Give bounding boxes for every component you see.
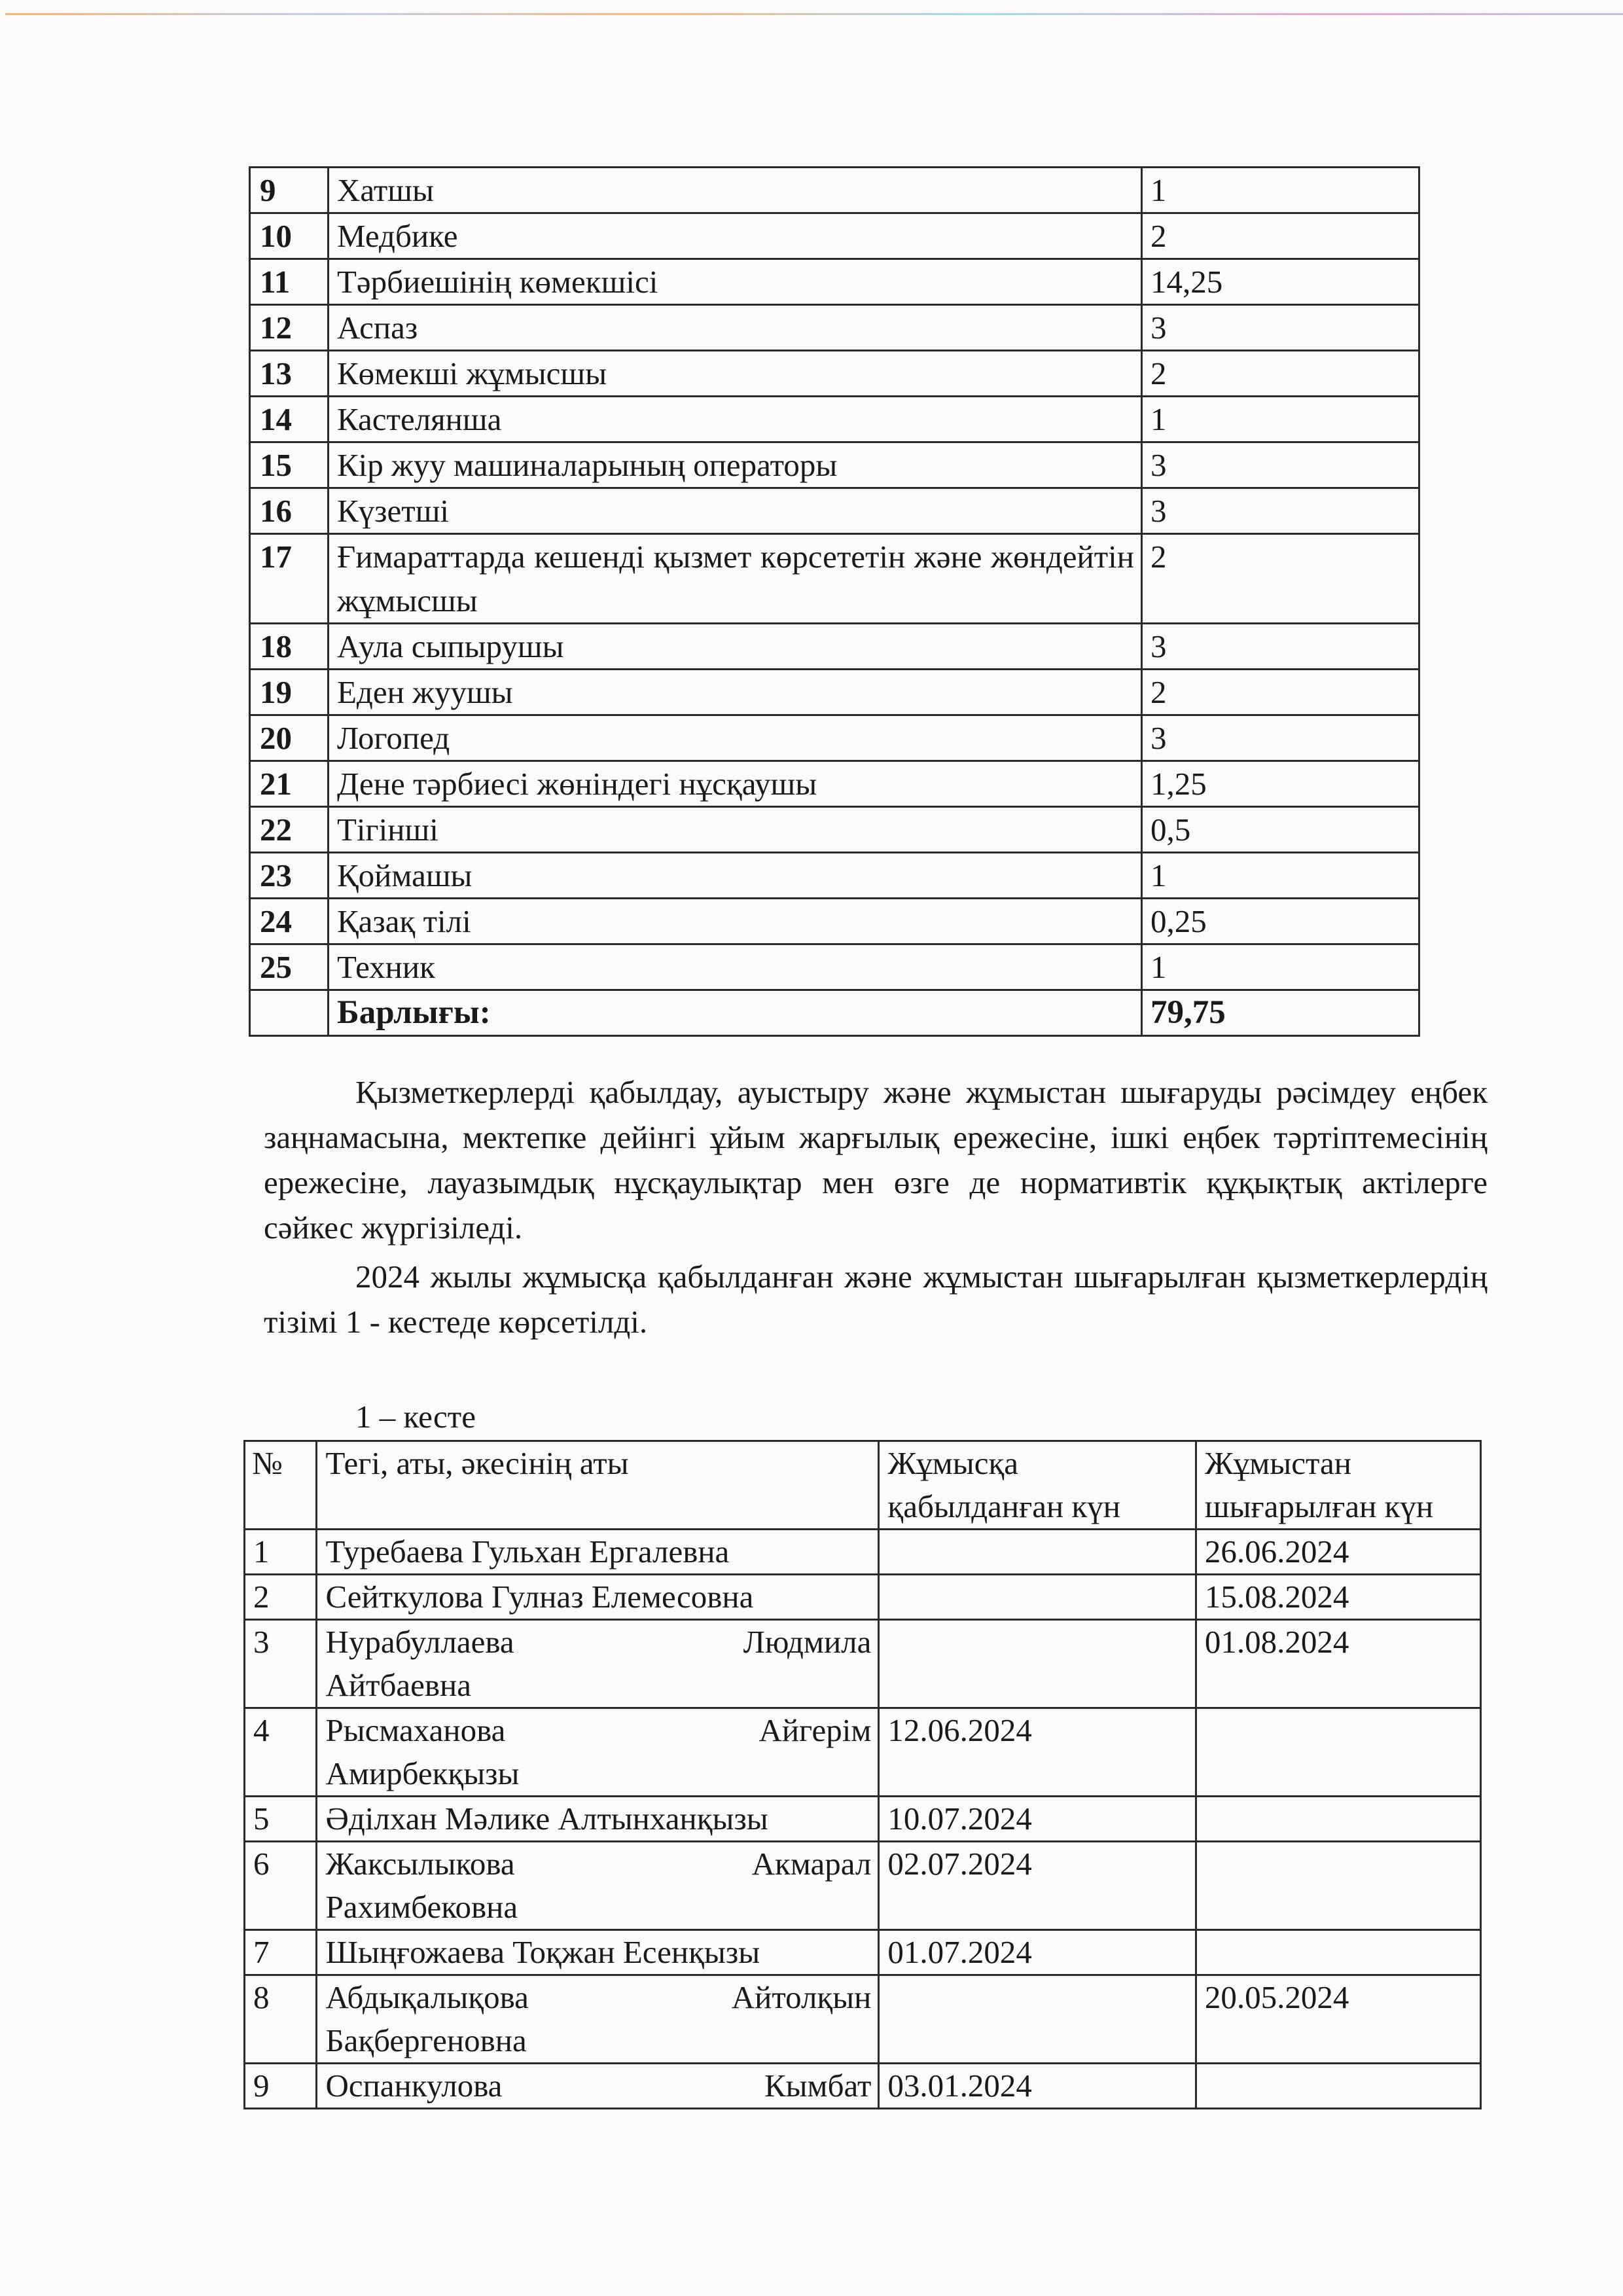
dismissed-date: 01.08.2024 (1196, 1620, 1480, 1708)
employee-name (317, 1975, 879, 2064)
row-number: 12 (250, 305, 329, 351)
table-row (250, 305, 1419, 351)
row-number: 13 (250, 351, 329, 397)
table-caption: 1 – кесте (355, 1399, 476, 1435)
position-count: 1 (1142, 168, 1419, 213)
table-row (245, 1930, 1481, 1975)
row-number: 8 (245, 1975, 317, 2064)
row-number: 1 (245, 1530, 317, 1575)
table-row (245, 1620, 1481, 1708)
dismissed-date: 20.05.2024 (1196, 1975, 1480, 2064)
row-number: 15 (250, 442, 329, 488)
hired-date: 02.07.2024 (879, 1842, 1196, 1930)
position-count: 2 (1142, 213, 1419, 259)
header-dismissed-date: Жұмыстан шығарылған күн (1196, 1441, 1480, 1530)
total-label: Барлығы: (329, 990, 1142, 1036)
position-name: Аула сыпырушы (329, 624, 1142, 670)
employee-name (317, 1620, 879, 1708)
position-name: Тігінші (329, 807, 1142, 853)
position-name: Қоймашы (329, 853, 1142, 899)
employee-given-name: Акмарал (751, 1846, 872, 1882)
hired-date: 03.01.2024 (879, 2064, 1196, 2109)
row-number: 25 (250, 944, 329, 990)
table-row (250, 624, 1419, 670)
position-name: Ғимараттарда кешенді қызмет көрсететін және жөндейтін жұмысшы (329, 534, 1142, 624)
total-count: 79,75 (1142, 990, 1419, 1036)
employee-surname: Жаксылыкова (325, 1846, 515, 1882)
row-number: 22 (250, 807, 329, 853)
table-row (250, 488, 1419, 534)
position-name: Логопед (329, 715, 1142, 761)
employee-patronymic: Рахимбековна (325, 1889, 518, 1925)
row-number: 3 (245, 1620, 317, 1708)
row-number: 21 (250, 761, 329, 807)
row-number: 6 (245, 1842, 317, 1930)
hired-date (879, 1975, 1196, 2064)
employee-surname: Абдықалықова (325, 1979, 529, 2015)
position-count: 1 (1142, 397, 1419, 442)
header-hired-date: Жұмысқа қабылданған күн (879, 1441, 1196, 1530)
name-line-1 (325, 2064, 871, 2108)
paragraph-text: Қызметкерлерді қабылдау, ауыстыру және жұмыстан шығаруды рәсімдеу еңбек заңнамасына, мектепке дейінгі ұйым жарғылық ережесіне, ішкі еңбек тәртіптемесінің ережесіне, лауазымдық нұсқаулықтар мен өзге де нормативтік құқықтық актілерге сәйкес жүргізіледі. (264, 1074, 1488, 1246)
table-header-row (245, 1441, 1481, 1530)
header-number: № (245, 1441, 317, 1530)
table-row (245, 1708, 1481, 1797)
employee-name (317, 1842, 879, 1930)
hired-date: 12.06.2024 (879, 1708, 1196, 1797)
table-row (250, 715, 1419, 761)
scan-edge-artifact (5, 13, 1623, 15)
dismissed-date (1196, 1708, 1480, 1797)
position-count: 3 (1142, 305, 1419, 351)
table-row (250, 944, 1419, 990)
dismissed-date (1196, 1797, 1480, 1842)
position-name: Тәрбиешінің көмекшісі (329, 259, 1142, 305)
table-row (250, 670, 1419, 715)
row-number: 4 (245, 1708, 317, 1797)
table-row (245, 1530, 1481, 1575)
employee-surname: Рысмаханова (325, 1712, 506, 1748)
position-name: Хатшы (329, 168, 1142, 213)
name-line-1 (325, 1842, 871, 1886)
paragraph-table-intro (264, 1254, 1488, 1344)
dismissed-date (1196, 2064, 1480, 2109)
hired-date (879, 1575, 1196, 1620)
position-name: Дене тәрбиесі жөніндегі нұсқаушы (329, 761, 1142, 807)
table-row (250, 761, 1419, 807)
position-name: Кір жуу машиналарының операторы (329, 442, 1142, 488)
position-count: 3 (1142, 488, 1419, 534)
position-name: Кастелянша (329, 397, 1142, 442)
hired-date: 01.07.2024 (879, 1930, 1196, 1975)
table-row (250, 351, 1419, 397)
employee-given-name: Айгерім (758, 1712, 872, 1748)
name-line-1 (325, 1709, 871, 1752)
employee-patronymic: Амирбекқызы (325, 1755, 520, 1791)
position-name: Медбике (329, 213, 1142, 259)
table-row (250, 213, 1419, 259)
position-count: 1 (1142, 944, 1419, 990)
row-number: 11 (250, 259, 329, 305)
position-count: 2 (1142, 534, 1419, 624)
hired-date (879, 1530, 1196, 1575)
position-count: 14,25 (1142, 259, 1419, 305)
employee-name: Туребаева Гульхан Ергалевна (317, 1530, 879, 1575)
employee-given-name: Айтолқын (731, 1979, 872, 2015)
dismissed-date: 26.06.2024 (1196, 1530, 1480, 1575)
position-name: Техник (329, 944, 1142, 990)
row-number: 19 (250, 670, 329, 715)
employee-name: Шыңғожаева Тоқжан Есенқызы (317, 1930, 879, 1975)
hired-date: 10.07.2024 (879, 1797, 1196, 1842)
position-count: 1 (1142, 853, 1419, 899)
row-number: 17 (250, 534, 329, 624)
table-row (245, 1842, 1481, 1930)
table-row (250, 168, 1419, 213)
paragraph-text: 2024 жылы жұмысқа қабылданған және жұмыстан шығарылған қызметкерлердің тізімі 1 - кестеде көрсетілді. (264, 1259, 1488, 1340)
row-number: 20 (250, 715, 329, 761)
dismissed-date (1196, 1842, 1480, 1930)
employee-surname: Нурабуллаева (325, 1624, 514, 1660)
position-count: 3 (1142, 715, 1419, 761)
employee-name (317, 1708, 879, 1797)
position-name: Көмекші жұмысшы (329, 351, 1142, 397)
dismissed-date (1196, 1930, 1480, 1975)
row-number: 9 (245, 2064, 317, 2109)
position-count: 2 (1142, 670, 1419, 715)
employee-name: Әділхан Мәлике Алтынханқызы (317, 1797, 879, 1842)
position-count: 3 (1142, 442, 1419, 488)
position-name: Еден жуушы (329, 670, 1142, 715)
position-count: 2 (1142, 351, 1419, 397)
position-name: Қазақ тілі (329, 899, 1142, 944)
row-number: 24 (250, 899, 329, 944)
position-name: Күзетші (329, 488, 1142, 534)
row-number: 10 (250, 213, 329, 259)
staff-positions-table (249, 166, 1420, 1037)
name-line-1 (325, 1976, 871, 2019)
position-name: Аспаз (329, 305, 1142, 351)
table-row (245, 1975, 1481, 2064)
total-row (250, 990, 1419, 1036)
position-count: 1,25 (1142, 761, 1419, 807)
row-number: 18 (250, 624, 329, 670)
row-number: 2 (245, 1575, 317, 1620)
row-number: 7 (245, 1930, 317, 1975)
table-row (250, 259, 1419, 305)
employee-given-name: Людмила (743, 1624, 872, 1660)
row-number: 14 (250, 397, 329, 442)
employee-given-name: Кымбат (764, 2068, 872, 2104)
table-row (250, 899, 1419, 944)
employee-surname: Оспанкулова (325, 2068, 503, 2104)
table-row (245, 2064, 1481, 2109)
employee-name (317, 2064, 879, 2109)
employee-patronymic: Бақбергеновна (325, 2022, 527, 2058)
employee-patronymic: Айтбаевна (325, 1667, 472, 1703)
row-number: 16 (250, 488, 329, 534)
table-row (250, 853, 1419, 899)
row-number: 5 (245, 1797, 317, 1842)
paragraph-hiring-rules (264, 1069, 1488, 1250)
position-count: 0,5 (1142, 807, 1419, 853)
hires-dismissals-table (243, 1440, 1482, 2109)
row-number: 9 (250, 168, 329, 213)
table-row (250, 534, 1419, 624)
table-row (245, 1575, 1481, 1620)
table-row (250, 807, 1419, 853)
employee-name: Сейткулова Гулназ Елемесовна (317, 1575, 879, 1620)
table-row (250, 442, 1419, 488)
table-row (245, 1797, 1481, 1842)
dismissed-date: 15.08.2024 (1196, 1575, 1480, 1620)
total-empty-cell (250, 990, 329, 1036)
position-count: 0,25 (1142, 899, 1419, 944)
hired-date (879, 1620, 1196, 1708)
name-line-1 (325, 1621, 871, 1664)
row-number: 23 (250, 853, 329, 899)
position-count: 3 (1142, 624, 1419, 670)
table-row (250, 397, 1419, 442)
header-full-name: Тегі, аты, әкесінің аты (317, 1441, 879, 1530)
